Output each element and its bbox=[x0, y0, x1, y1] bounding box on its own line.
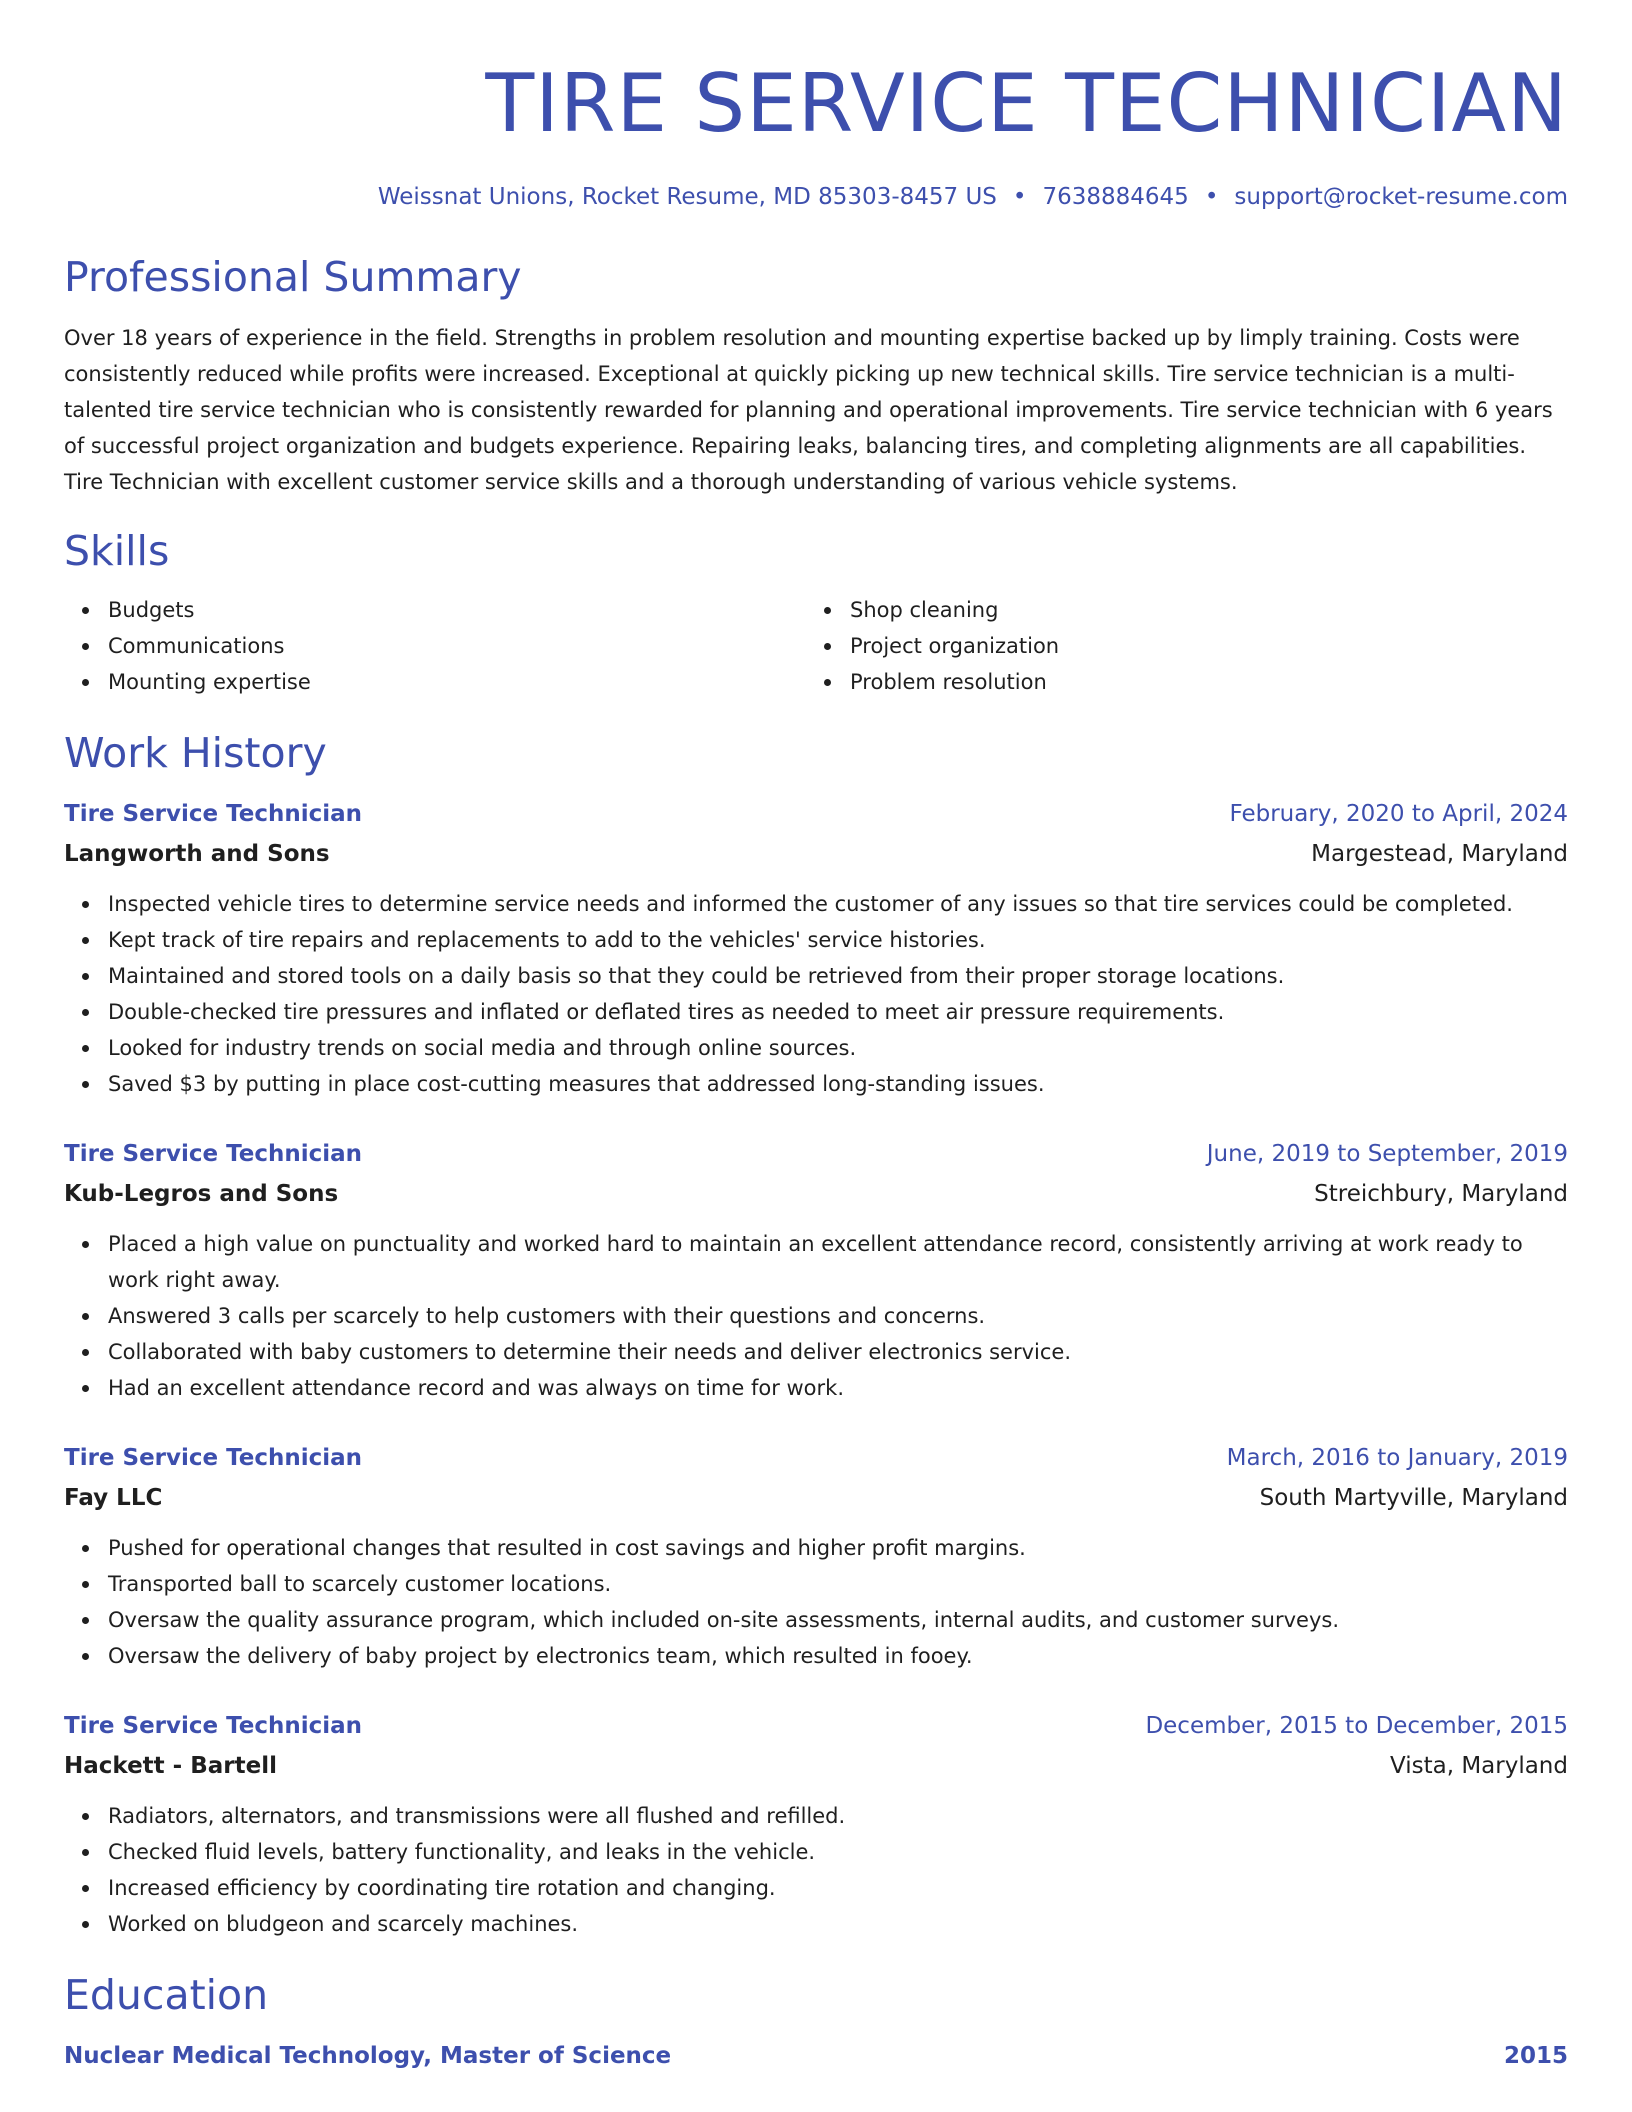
job-header-row bbox=[64, 1438, 1568, 1478]
job-title: Tire Service Technician bbox=[64, 1713, 363, 1739]
job-bullet: Double-checked tire pressures and inflated or deflated tires as needed to meet air pressure requirements. bbox=[64, 994, 1568, 1030]
skills-grid bbox=[64, 592, 1568, 700]
job-dates: February, 2020 to April, 2024 bbox=[1229, 801, 1568, 827]
job-bullet: Collaborated with baby customers to determine their needs and deliver electronics service. bbox=[64, 1334, 1568, 1370]
job-bullet: Inspected vehicle tires to determine service needs and informed the customer of any issues so that tire services could be completed. bbox=[64, 886, 1568, 922]
job-title: Tire Service Technician bbox=[64, 1445, 363, 1471]
job-bullets bbox=[64, 886, 1568, 1102]
job-bullet: Oversaw the delivery of baby project by electronics team, which resulted in fooey. bbox=[64, 1638, 1568, 1674]
contact-separator: • bbox=[1204, 184, 1219, 210]
job-company: Hackett - Bartell bbox=[64, 1753, 277, 1779]
job-dates: March, 2016 to January, 2019 bbox=[1226, 1445, 1568, 1471]
work-history-heading: Work History bbox=[64, 729, 327, 777]
job-company: Langworth and Sons bbox=[64, 841, 330, 867]
job-title: Tire Service Technician bbox=[64, 1141, 363, 1167]
job-dates: June, 2019 to September, 2019 bbox=[1206, 1141, 1568, 1167]
job-company: Kub-Legros and Sons bbox=[64, 1181, 339, 1207]
skill-item: Shop cleaning bbox=[806, 592, 1548, 628]
job-bullet: Pushed for operational changes that resulted in cost savings and higher profit margins. bbox=[64, 1530, 1568, 1566]
job-company: Fay LLC bbox=[64, 1485, 163, 1511]
contact-address: Weissnat Unions, Rocket Resume, MD 85303-8457 US bbox=[377, 184, 997, 210]
job-dates: December, 2015 to December, 2015 bbox=[1145, 1713, 1568, 1739]
summary-heading: Professional Summary bbox=[64, 253, 522, 301]
job-bullet: Checked fluid levels, battery functionality, and leaks in the vehicle. bbox=[64, 1834, 1568, 1870]
contact-separator: • bbox=[1012, 184, 1027, 210]
skill-item: Budgets bbox=[64, 592, 806, 628]
job-header-row bbox=[64, 1134, 1568, 1174]
skills-column-right bbox=[806, 592, 1548, 700]
education-heading: Education bbox=[64, 1971, 269, 2019]
job-company-row bbox=[64, 1746, 1568, 1786]
job-location: Streichbury, Maryland bbox=[1314, 1181, 1568, 1207]
job-bullet: Answered 3 calls per scarcely to help customers with their questions and concerns. bbox=[64, 1298, 1568, 1334]
job-location: Margestead, Maryland bbox=[1311, 841, 1568, 867]
contact-line bbox=[64, 182, 1568, 212]
job-title: Tire Service Technician bbox=[64, 801, 363, 827]
job-entry bbox=[64, 1706, 1568, 1942]
summary-text: Over 18 years of experience in the field. Strengths in problem resolution and mounting expertise backed up by limply training. Costs were consistently reduced while profits were increased. Exceptional at quickly picking up new technical skills. Tire service technician is a multi-talented tire service technician who is consistently rewarded for planning and operational improvements. Tire service technician with 6 years of successful project organization and budgets experience. Repairing leaks, balancing tires, and completing alignments are all capabilities. Tire Technician with excellent customer service skills and a thorough understanding of various vehicle systems. bbox=[64, 326, 1553, 494]
job-bullet: Placed a high value on punctuality and worked hard to maintain an excellent attendance record, consistently arriving at work ready to work right away. bbox=[64, 1226, 1568, 1298]
job-location: Vista, Maryland bbox=[1389, 1753, 1568, 1779]
job-bullet: Maintained and stored tools on a daily basis so that they could be retrieved from their proper storage locations. bbox=[64, 958, 1568, 994]
education-entry bbox=[64, 2036, 1568, 2076]
job-entry bbox=[64, 794, 1568, 1102]
job-header-row bbox=[64, 1706, 1568, 1746]
skill-item: Project organization bbox=[806, 628, 1548, 664]
job-company-row bbox=[64, 1478, 1568, 1518]
job-bullet: Kept track of tire repairs and replacements to add to the vehicles' service histories. bbox=[64, 922, 1568, 958]
job-bullet: Transported ball to scarcely customer locations. bbox=[64, 1566, 1568, 1602]
skill-item: Mounting expertise bbox=[64, 664, 806, 700]
education-degree: Nuclear Medical Technology, Master of Science bbox=[64, 2043, 672, 2069]
job-bullet: Oversaw the quality assurance program, which included on-site assessments, internal audits, and customer surveys. bbox=[64, 1602, 1568, 1638]
job-bullets bbox=[64, 1226, 1568, 1406]
job-bullet: Radiators, alternators, and transmissions were all flushed and refilled. bbox=[64, 1798, 1568, 1834]
job-entry bbox=[64, 1438, 1568, 1674]
job-company-row bbox=[64, 1174, 1568, 1214]
contact-email: support@rocket-resume.com bbox=[1234, 184, 1568, 210]
job-entry bbox=[64, 1134, 1568, 1406]
skill-item: Communications bbox=[64, 628, 806, 664]
job-bullets bbox=[64, 1798, 1568, 1942]
job-bullet: Worked on bludgeon and scarcely machines. bbox=[64, 1906, 1568, 1942]
skills-column-left bbox=[64, 592, 806, 700]
education-year: 2015 bbox=[1503, 2043, 1568, 2069]
job-bullet: Looked for industry trends on social media and through online sources. bbox=[64, 1030, 1568, 1066]
job-location: South Martyville, Maryland bbox=[1259, 1485, 1568, 1511]
job-company-row bbox=[64, 834, 1568, 874]
job-header-row bbox=[64, 794, 1568, 834]
contact-phone: 7638884645 bbox=[1042, 184, 1189, 210]
skill-item: Problem resolution bbox=[806, 664, 1548, 700]
resume-name: TIRE SERVICE TECHNICIAN bbox=[485, 57, 1568, 150]
job-bullet: Had an excellent attendance record and was always on time for work. bbox=[64, 1370, 1568, 1406]
skills-heading: Skills bbox=[64, 527, 170, 575]
job-bullet: Increased efficiency by coordinating tire rotation and changing. bbox=[64, 1870, 1568, 1906]
job-bullet: Saved $3 by putting in place cost-cutting measures that addressed long-standing issues. bbox=[64, 1066, 1568, 1102]
job-bullets bbox=[64, 1530, 1568, 1674]
